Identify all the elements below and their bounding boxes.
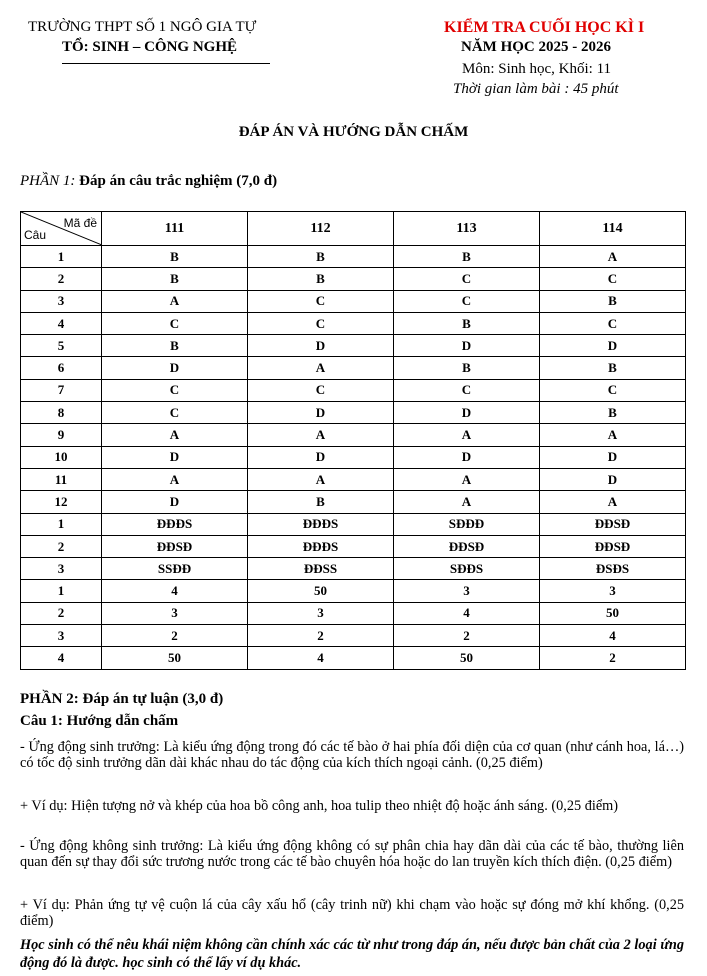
question-number-cell: 5 [21, 335, 102, 357]
answer-cell: B [102, 246, 248, 268]
table-row [21, 647, 686, 669]
answer-cell: B [540, 290, 686, 312]
answer-cell: 2 [394, 625, 540, 647]
department-underline [62, 63, 270, 64]
answer-paragraph: + Ví dụ: Phản ứng tự vệ cuộn lá của cây xấu hổ (cây trinh nữ) khi chạm vào hoặc sự đóng mở khí khổng. (0,25 điểm) [20, 897, 684, 929]
answer-cell: ĐĐSĐ [394, 535, 540, 557]
answer-cell: ĐĐSS [248, 558, 394, 580]
answer-cell: A [248, 468, 394, 490]
question-number-cell: 10 [21, 446, 102, 468]
answer-cell: D [540, 468, 686, 490]
answer-cell: D [248, 446, 394, 468]
answer-cell: ĐĐĐS [248, 513, 394, 535]
answer-cell: B [102, 335, 248, 357]
answer-cell: A [394, 424, 540, 446]
time-limit: Thời gian làm bài : 45 phút [453, 81, 619, 97]
question-number-cell: 7 [21, 379, 102, 401]
question-number-cell: 1 [21, 580, 102, 602]
answer-cell: A [394, 468, 540, 490]
answer-cell: C [540, 268, 686, 290]
answer-cell: D [540, 335, 686, 357]
answer-cell: 3 [394, 580, 540, 602]
answer-cell: C [540, 312, 686, 334]
answer-cell: C [102, 312, 248, 334]
code-header: 114 [540, 212, 686, 246]
table-row [21, 312, 686, 334]
answer-cell: C [102, 379, 248, 401]
answer-cell: 4 [102, 580, 248, 602]
school-name: TRƯỜNG THPT SỐ 1 NGÔ GIA TỰ [28, 19, 257, 35]
question-number-cell: 4 [21, 647, 102, 669]
answer-cell: ĐĐSĐ [540, 513, 686, 535]
answer-cell: C [394, 290, 540, 312]
answer-paragraph: + Ví dụ: Hiện tượng nở và khép của hoa bồ công anh, hoa tulip theo nhiệt độ hoặc ánh sáng. (0,25 điểm) [20, 798, 619, 814]
table-row [21, 602, 686, 624]
answer-cell: ĐĐSĐ [102, 535, 248, 557]
question-number-cell: 1 [21, 513, 102, 535]
question-number-cell: 1 [21, 246, 102, 268]
answer-cell: ĐĐĐS [102, 513, 248, 535]
answer-cell: B [540, 402, 686, 424]
answer-cell: 50 [248, 580, 394, 602]
answer-cell: 4 [394, 602, 540, 624]
corner-label-question: Câu [24, 228, 47, 242]
answer-cell: C [102, 402, 248, 424]
answer-cell: C [540, 379, 686, 401]
answer-cell: B [394, 357, 540, 379]
answer-cell: C [248, 379, 394, 401]
answer-cell: A [540, 424, 686, 446]
answer-cell: ĐĐSĐ [540, 535, 686, 557]
answer-cell: A [540, 246, 686, 268]
table-row [21, 580, 686, 602]
answer-cell: A [102, 468, 248, 490]
answer-cell: 4 [248, 647, 394, 669]
table-header-row [21, 212, 686, 246]
answer-cell: 50 [394, 647, 540, 669]
exam-title: KIỂM TRA CUỐI HỌC KÌ I [444, 19, 645, 36]
question1-heading: Câu 1: Hướng dẫn chấm [20, 713, 179, 729]
answer-cell: A [248, 357, 394, 379]
school-year: NĂM HỌC 2025 - 2026 [461, 39, 611, 55]
question-number-cell: 3 [21, 558, 102, 580]
department-name: TỔ: SINH – CÔNG NGHỆ [62, 39, 238, 55]
code-header: 111 [102, 212, 248, 246]
question-number-cell: 11 [21, 468, 102, 490]
answer-paragraph: - Ứng động sinh trưởng: Là kiểu ứng động trong đó các tế bào ở hai phía đối diện của cơ quan (như cánh hoa, lá…) có tốc độ sinh trưởng dãn dài khác nhau do tác động của kích thích ngoại cảnh. (0,25 điểm) [20, 739, 684, 771]
answer-cell: C [248, 290, 394, 312]
subject-line: Môn: Sinh học, Khối: 11 [462, 61, 612, 77]
answer-cell: D [248, 402, 394, 424]
answer-cell: B [394, 312, 540, 334]
answer-paragraph: - Ứng động không sinh trưởng: Là kiểu ứng động không có sự phân chia hay dãn dài của các tế bào, thường liên quan đến sự thay đổi sức trương nước trong các tế bào chuyên hóa hoặc do lan truyền kích thích điện. (0,25 điểm) [20, 838, 684, 870]
question-number-cell: 2 [21, 268, 102, 290]
part1-heading [20, 173, 277, 190]
part1-title: Đáp án câu trắc nghiệm (7,0 đ) [79, 173, 278, 189]
answer-cell: D [248, 335, 394, 357]
table-row [21, 268, 686, 290]
answer-cell: C [394, 379, 540, 401]
grading-note: Học sinh có thể nêu khái niệm không cần chính xác các từ như trong đáp án, nếu được bản chất của 2 loại ứng động đó là được. học sinh có thể lấy ví dụ khác. [20, 937, 684, 971]
answer-cell: C [248, 312, 394, 334]
table-row [21, 379, 686, 401]
answer-cell: A [248, 424, 394, 446]
answer-cell: 3 [102, 602, 248, 624]
part1-label: PHẦN 1: [20, 173, 76, 189]
answer-cell: B [540, 357, 686, 379]
table-row [21, 513, 686, 535]
answer-cell: B [248, 246, 394, 268]
table-row [21, 558, 686, 580]
question-number-cell: 3 [21, 625, 102, 647]
answer-cell: B [248, 268, 394, 290]
answer-cell: A [540, 491, 686, 513]
answer-cell: A [394, 491, 540, 513]
table-row [21, 290, 686, 312]
answer-table [20, 211, 686, 670]
answer-cell: D [102, 446, 248, 468]
question-number-cell: 2 [21, 602, 102, 624]
code-header: 113 [394, 212, 540, 246]
answer-cell: 50 [102, 647, 248, 669]
table-row [21, 335, 686, 357]
answer-cell: SĐĐĐ [394, 513, 540, 535]
answer-cell: D [102, 357, 248, 379]
answer-cell: D [394, 446, 540, 468]
answer-cell: D [394, 335, 540, 357]
answer-cell: 3 [248, 602, 394, 624]
answer-cell: D [394, 402, 540, 424]
answer-cell: 2 [102, 625, 248, 647]
table-row [21, 535, 686, 557]
question-number-cell: 9 [21, 424, 102, 446]
code-header: 112 [248, 212, 394, 246]
answer-cell: 50 [540, 602, 686, 624]
answer-cell: ĐSĐS [540, 558, 686, 580]
table-row [21, 424, 686, 446]
answer-cell: A [102, 424, 248, 446]
question-number-cell: 2 [21, 535, 102, 557]
table-row [21, 402, 686, 424]
answer-cell: 2 [248, 625, 394, 647]
answer-cell: ĐĐĐS [248, 535, 394, 557]
answer-cell: A [102, 290, 248, 312]
corner-cell [21, 212, 102, 246]
answer-cell: C [394, 268, 540, 290]
answer-cell: D [102, 491, 248, 513]
question-number-cell: 6 [21, 357, 102, 379]
answer-cell: D [540, 446, 686, 468]
answer-cell: 2 [540, 647, 686, 669]
table-row [21, 491, 686, 513]
answer-cell: 3 [540, 580, 686, 602]
answer-cell: SSĐĐ [102, 558, 248, 580]
answer-cell: B [248, 491, 394, 513]
question-number-cell: 4 [21, 312, 102, 334]
table-row [21, 246, 686, 268]
answer-cell: B [394, 246, 540, 268]
answer-cell: B [102, 268, 248, 290]
table-row [21, 468, 686, 490]
question-number-cell: 8 [21, 402, 102, 424]
table-row [21, 446, 686, 468]
corner-label-code: Mã đề [63, 216, 97, 230]
question-number-cell: 3 [21, 290, 102, 312]
question-number-cell: 12 [21, 491, 102, 513]
answer-cell: 4 [540, 625, 686, 647]
table-row [21, 357, 686, 379]
document-title: ĐÁP ÁN VÀ HƯỚNG DẪN CHẤM [238, 124, 469, 140]
part2-heading: PHẦN 2: Đáp án tự luận (3,0 đ) [20, 691, 224, 707]
table-row [21, 625, 686, 647]
answer-cell: SĐĐS [394, 558, 540, 580]
